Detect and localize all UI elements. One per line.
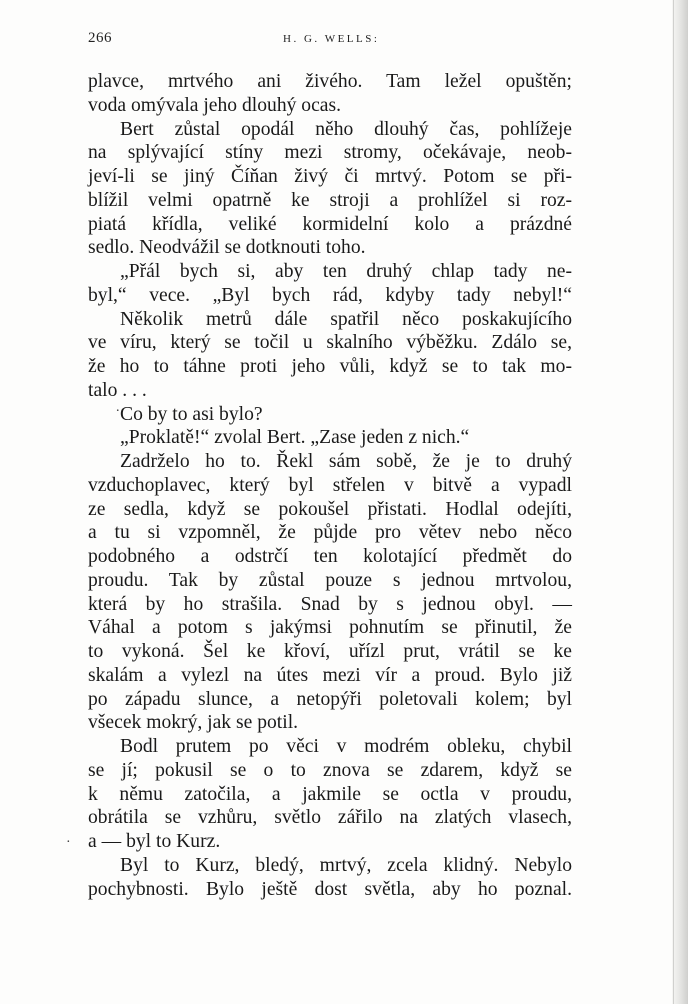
text-line: obrátila se vzhůru, světlo zářilo na zlatých vlasech, (88, 807, 572, 829)
page-edge-line (673, 0, 674, 1004)
text-line: a — byl to Kurz. (88, 831, 221, 852)
page-header (88, 30, 572, 52)
text-line: na splývající stíny mezi stromy, očekávaje, neob- (88, 142, 572, 164)
page-edge-shadow (672, 0, 688, 1004)
text-line: blížil velmi opatrně ke stroji a prohlížel si roz- (88, 189, 572, 211)
text-line: Bodl prutem po věci v modrém obleku, chybil (120, 736, 572, 757)
text-line: Zadrželo ho to. Řekl sám sobě, že je to druhý (120, 451, 572, 472)
text-line: Váhal a potom s jakýmsi pohnutím se přinutil, že (88, 617, 572, 639)
text-line: sedlo. Neodvážil se dotknouti toho. (88, 237, 366, 259)
text-line: vzduchoplavec, který byl střelen v bitvě a vypadl (88, 474, 572, 496)
text-line: všecek mokrý, jak se potil. (88, 712, 299, 734)
body-text (88, 70, 572, 901)
text-line: Několik metrů dále spatřil něco poskakujícího (120, 308, 572, 330)
text-line: po západu slunce, a netopýři poletovali kolem; byl (88, 688, 572, 710)
text-line: byl,“ vece. „Byl bych rád, kdyby tady nebyl!“ (88, 284, 572, 306)
text-line: ve víru, který se točil u skalního výběžku. Zdálo se, (88, 332, 572, 354)
text-line: jeví-li se jiný Číňan živý či mrtvý. Potom se při- (88, 166, 572, 187)
text-line: talo . . . (88, 379, 147, 401)
text-line: piatá křídla, veliké kormidelní kolo a prázdné (88, 213, 572, 235)
text-line: proudu. Tak by zůstal pouze s jednou mrtvolou, (88, 569, 572, 591)
text-line: Co by to asi bylo? (120, 403, 263, 425)
text-line: „Přál bych si, aby ten druhý chlap tady ne- (120, 261, 572, 282)
running-head: H. G. WELLS: (283, 33, 380, 45)
text-line: to vykoná. Šel ke křoví, uřízl prut, vrátil se ke (88, 641, 572, 662)
text-line: k němu zatočila, a jakmile se octla v proudu, (88, 783, 572, 805)
text-line: která by ho strašila. Snad by s jednou obyl. — (88, 593, 572, 615)
text-line: plavce, mrtvého ani živého. Tam ležel opuštěn; (88, 71, 572, 92)
text-line: Bert zůstal opodál něho dlouhý čas, pohlížeje (120, 118, 572, 140)
text-line: že ho to táhne proti jeho vůli, když se to tak mo- (88, 356, 572, 377)
text-line: podobného a odstrčí ten kolotající předmět do (88, 546, 572, 567)
text-line: skalám a vylezl na útes mezi vír a proud. Bylo již (88, 664, 572, 686)
margin-dot: · (66, 835, 71, 850)
text-line: ze sedla, když se pokoušel přistati. Hodlal odejíti, (88, 498, 572, 520)
text-line: „Proklatě!“ zvolal Bert. „Zase jeden z nich.“ (120, 427, 470, 449)
text-line: Byl to Kurz, bledý, mrtvý, zcela klidný. Nebylo (120, 854, 572, 876)
text-line: a tu si vzpomněl, že půjde pro větev nebo něco (88, 522, 572, 544)
page-number: 266 (88, 30, 112, 46)
stray-mark-left: . (116, 400, 120, 415)
text-line: voda omývala jeho dlouhý ocas. (88, 94, 342, 116)
text-line: pochybnosti. Bylo ještě dost světla, aby ho poznal. (88, 878, 572, 900)
text-line: se jí; pokusil se o to znova se zdarem, když se (88, 759, 572, 781)
